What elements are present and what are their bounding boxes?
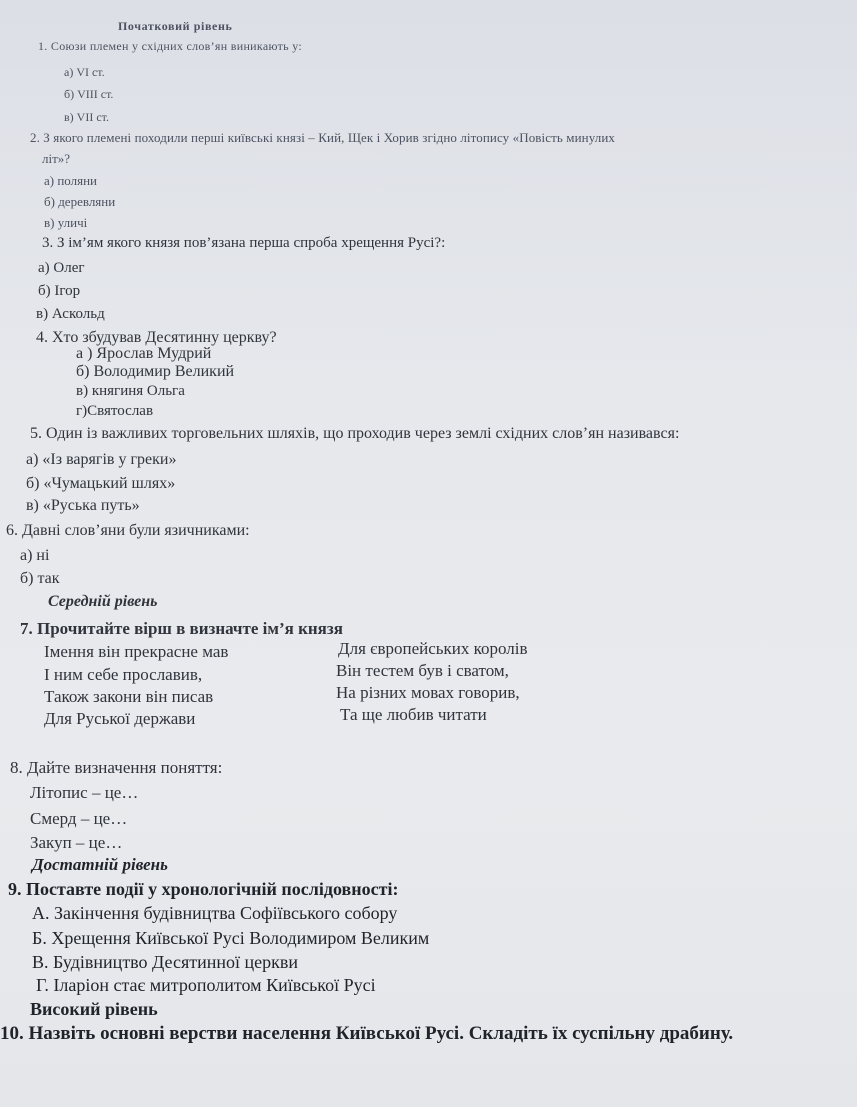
q5-option-b: б) «Чумацький шлях» [26,475,176,492]
poem-left-line-4: Для Руської держави [44,709,196,728]
question-8: 8. Дайте визначення поняття: [10,758,223,777]
poem-right-line-1: Для європейських королів [338,639,528,658]
q1-option-b: б) VIII ст. [64,87,114,101]
q1-option-a: а) VI ст. [64,65,105,79]
poem-left-line-1: Імення він прекрасне мав [44,642,229,661]
q3-option-c: в) Аскольд [36,306,105,322]
question-6: 6. Давні слов’яни були язичниками: [6,522,250,539]
poem-right-line-2: Він тестем був і сватом, [336,661,509,680]
question-2-line-2: літ»? [42,151,71,166]
q4-option-a: а ) Ярослав Мудрий [76,345,212,362]
question-5: 5. Один із важливих торговельних шляхів, що проходив через землі східних слов’ян називався: [30,425,680,442]
poem-left-line-2: І ним себе прославив, [44,665,203,684]
q5-option-a: а) «Із варягів у греки» [26,451,177,468]
question-2-line-1: 2. З якого племені походили перші київські князі – Кий, Щек і Хорив згідно літопису «Повість минулих [30,130,616,145]
poem-right-line-4: Та ще любив читати [340,705,487,724]
event-c: В. Будівництво Десятинної церкви [32,952,299,972]
level-heading-sufficient: Достатній рівень [32,855,168,874]
question-9: 9. Поставте події у хронологічній послідовності: [8,879,399,899]
definition-zakup: Закуп – це… [30,833,123,852]
definition-smerd: Смерд – це… [30,809,128,828]
q4-option-c: в) княгиня Ольга [76,383,185,399]
question-1: 1. Союзи племен у східних слов’ян виникають у: [38,39,302,53]
question-10: 10. Назвіть основні верстви населення Київської Русі. Складіть їх суспільну драбину. [0,1023,734,1044]
q3-option-a: а) Олег [38,260,85,276]
question-4: 4. Хто збудував Десятинну церкву? [36,329,277,346]
q4-option-d: г)Святослав [76,403,154,419]
poem-left-line-3: Також закони він писав [44,687,214,706]
level-heading-initial: Початковий рівень [118,19,233,33]
q6-option-a: а) ні [20,547,50,564]
q2-option-a: а) поляни [44,173,98,188]
q1-option-c: в) VII ст. [64,110,109,124]
q2-option-b: б) деревляни [44,194,116,209]
level-heading-high: Високий рівень [30,999,158,1019]
question-7: 7. Прочитайте вірш в визначте ім’я князя [20,619,343,638]
poem-right-line-3: На різних мовах говорив, [336,683,520,702]
q2-option-c: в) уличі [44,215,88,230]
q6-option-b: б) так [20,570,60,587]
q4-option-b: б) Володимир Великий [76,363,235,380]
event-a: А. Закінчення будівництва Софіївського собору [32,903,398,923]
question-3: 3. З ім’ям якого князя пов’язана перша спроба хрещення Русі?: [42,235,446,251]
event-b: Б. Хрещення Київської Русі Володимиром Великим [32,928,430,948]
level-heading-middle: Середній рівень [48,593,158,610]
event-d: Г. Іларіон стає митрополитом Київської Русі [36,975,376,995]
definition-chronicle: Літопис – це… [30,783,139,802]
q5-option-c: в) «Руська путь» [26,497,140,514]
q3-option-b: б) Ігор [38,283,81,299]
